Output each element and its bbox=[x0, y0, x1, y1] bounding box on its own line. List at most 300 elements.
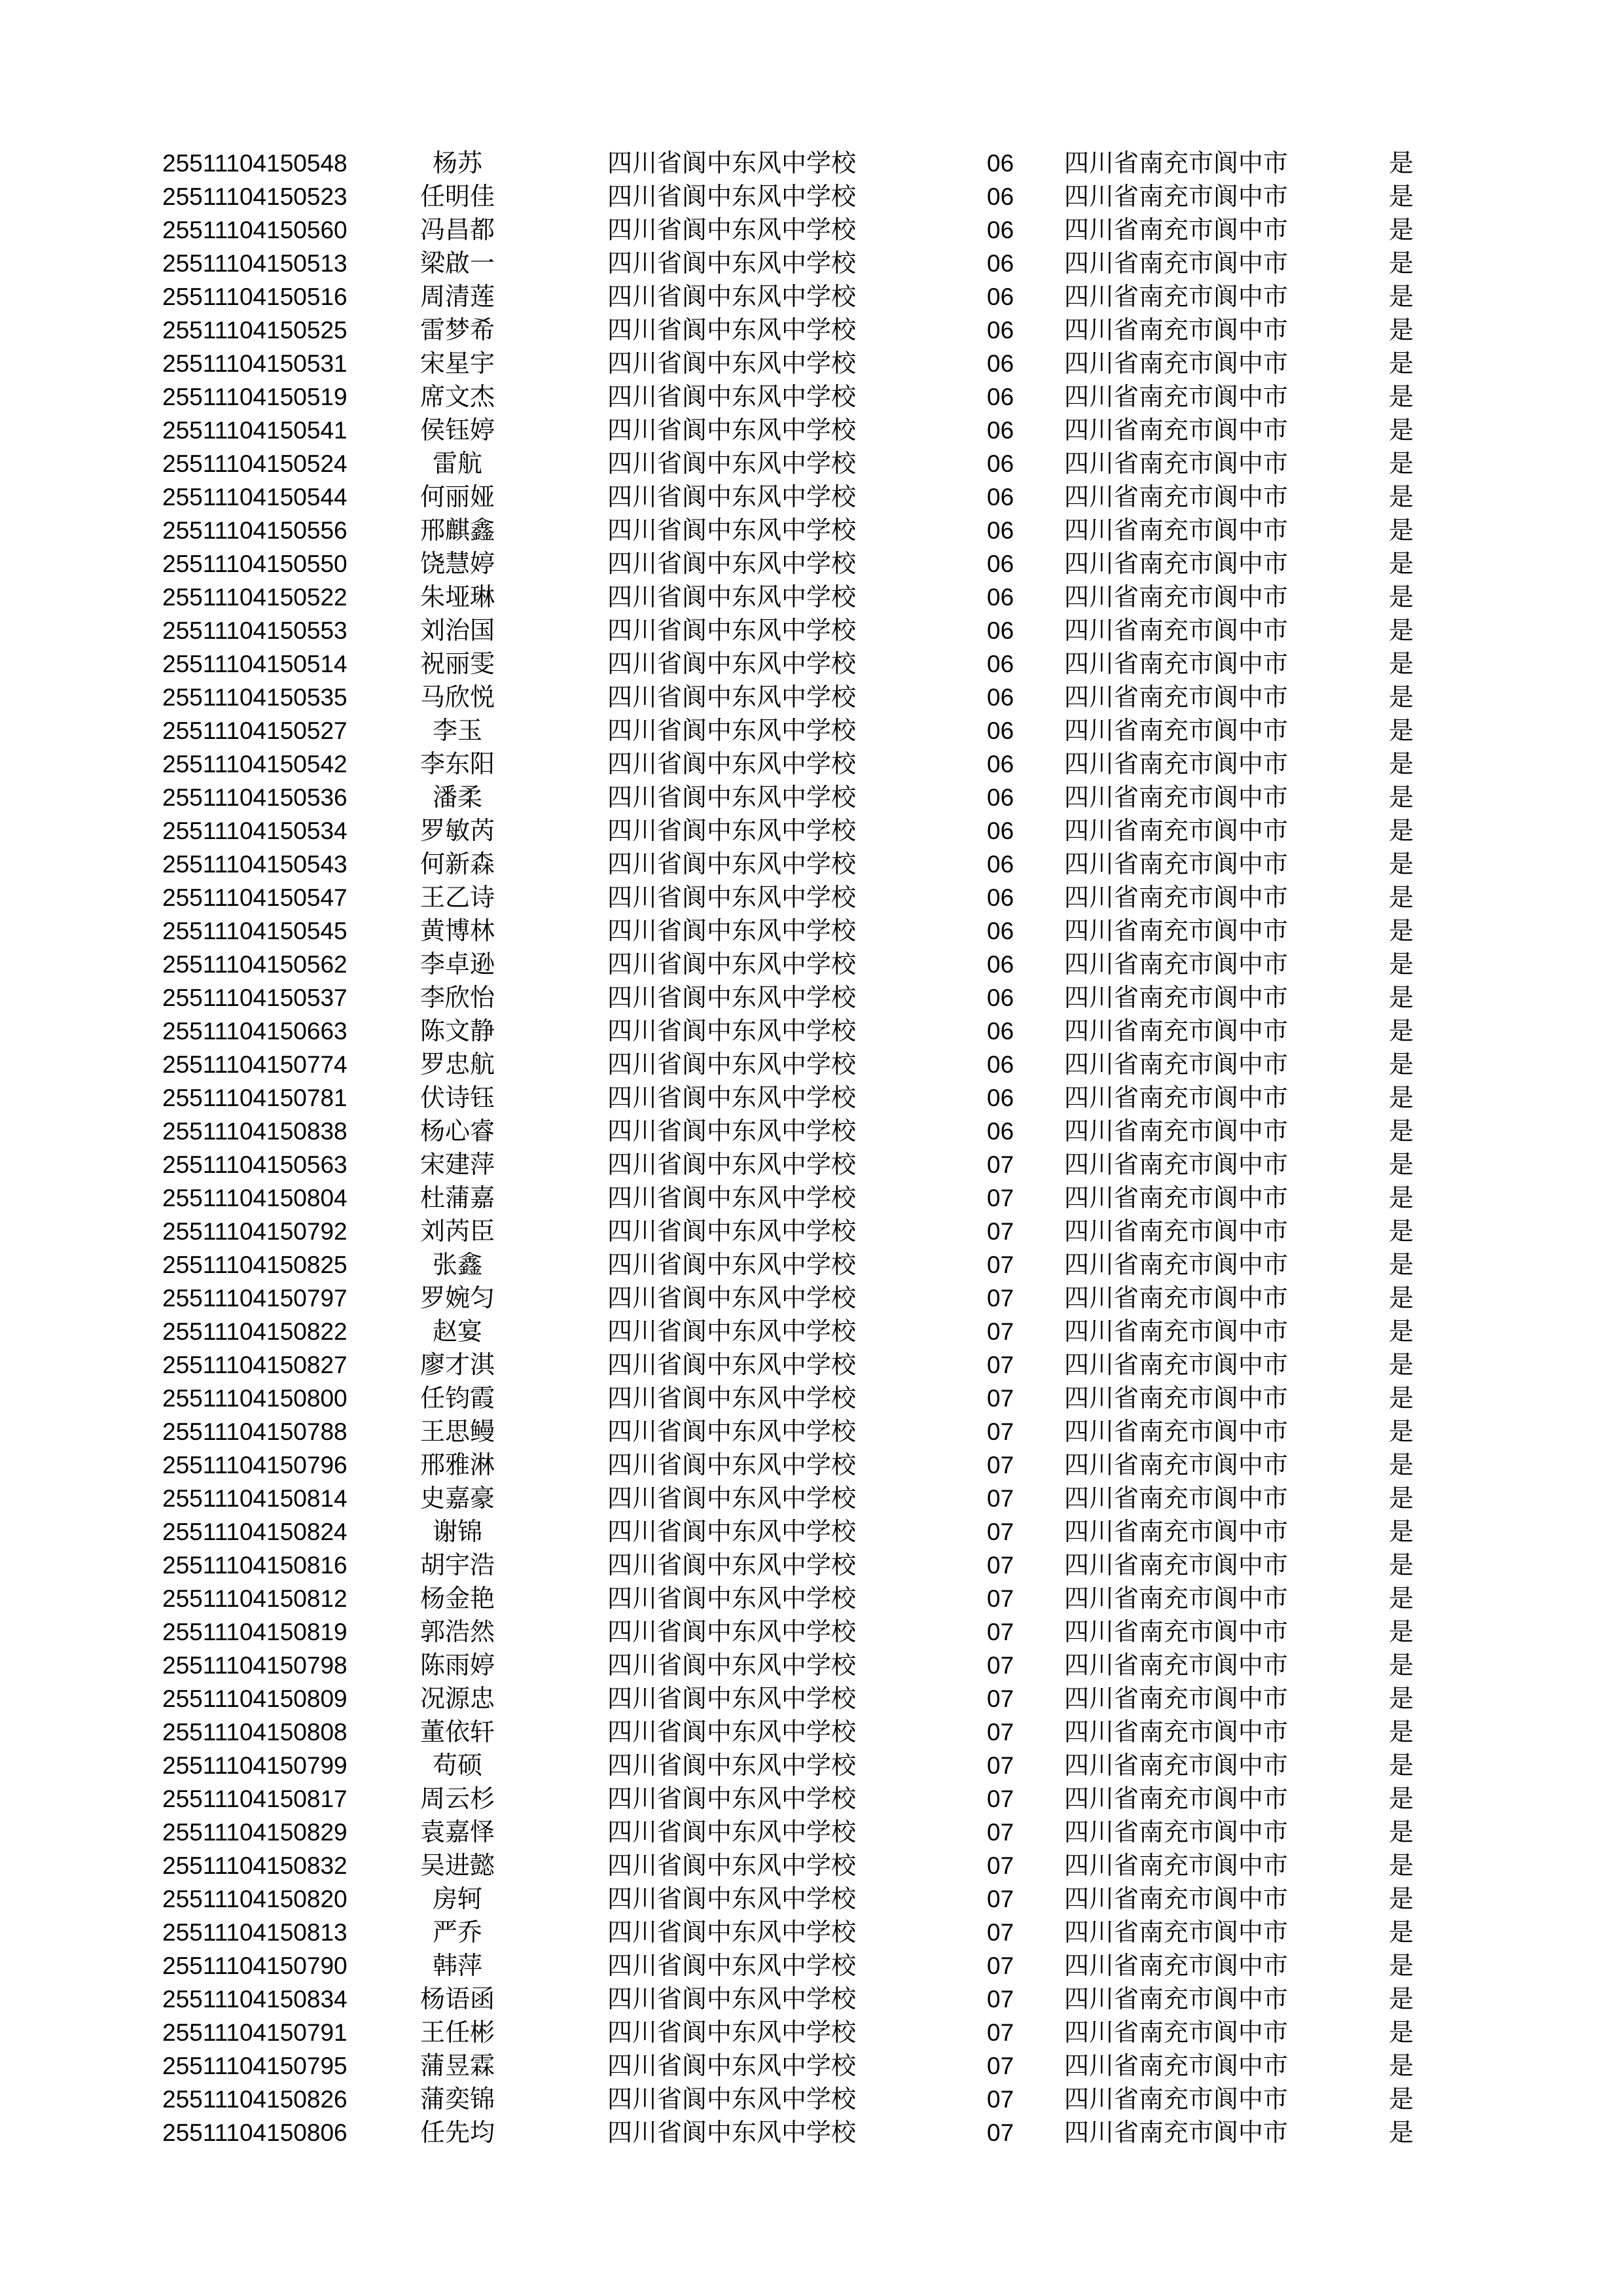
student-name-cell: 雷航 bbox=[432, 449, 482, 478]
student-id-cell: 25511104150537 bbox=[162, 984, 348, 1011]
student-id-cell: 25511104150547 bbox=[162, 884, 348, 911]
student-name-cell: 邢雅淋 bbox=[419, 1450, 495, 1479]
school-name-cell: 四川省阆中东风中学校 bbox=[607, 683, 857, 711]
student-name-cell: 杨心睿 bbox=[419, 1117, 495, 1145]
student-id-cell: 25511104150817 bbox=[162, 1785, 348, 1812]
student-id-cell: 25511104150809 bbox=[162, 1685, 348, 1712]
class-number-cell: 07 bbox=[987, 1919, 1014, 1946]
school-name-cell: 四川省阆中东风中学校 bbox=[607, 1417, 857, 1446]
region-cell: 四川省南充市阆中市 bbox=[1064, 2118, 1289, 2147]
region-cell: 四川省南充市阆中市 bbox=[1064, 2051, 1289, 2080]
status-flag-cell: 是 bbox=[1389, 1317, 1414, 1346]
status-flag-cell: 是 bbox=[1389, 1417, 1414, 1446]
class-number-cell: 06 bbox=[987, 417, 1014, 444]
status-flag-cell: 是 bbox=[1389, 1217, 1414, 1246]
status-flag-cell: 是 bbox=[1389, 1050, 1414, 1079]
region-cell: 四川省南充市阆中市 bbox=[1064, 449, 1289, 478]
region-cell: 四川省南充市阆中市 bbox=[1064, 549, 1289, 578]
student-id-cell: 25511104150513 bbox=[162, 250, 348, 277]
region-cell: 四川省南充市阆中市 bbox=[1064, 816, 1289, 845]
status-flag-cell: 是 bbox=[1389, 315, 1414, 344]
student-name-cell: 朱垭琳 bbox=[419, 583, 495, 611]
student-name-cell: 刘治国 bbox=[419, 616, 495, 645]
status-flag-cell: 是 bbox=[1389, 1150, 1414, 1179]
class-number-cell: 06 bbox=[987, 617, 1014, 644]
student-name-cell: 周清莲 bbox=[419, 282, 495, 311]
table-row bbox=[0, 1816, 1623, 1849]
region-cell: 四川省南充市阆中市 bbox=[1064, 382, 1289, 411]
status-flag-cell: 是 bbox=[1389, 449, 1414, 478]
table-row bbox=[0, 1949, 1623, 1982]
table-row bbox=[0, 1882, 1623, 1916]
school-name-cell: 四川省阆中东风中学校 bbox=[607, 1884, 857, 1913]
school-name-cell: 四川省阆中东风中学校 bbox=[607, 1217, 857, 1246]
region-cell: 四川省南充市阆中市 bbox=[1064, 149, 1289, 177]
status-flag-cell: 是 bbox=[1389, 1751, 1414, 1780]
region-cell: 四川省南充市阆中市 bbox=[1064, 349, 1289, 378]
student-id-cell: 25511104150798 bbox=[162, 1652, 348, 1679]
region-cell: 四川省南充市阆中市 bbox=[1064, 583, 1289, 611]
class-number-cell: 07 bbox=[987, 1652, 1014, 1679]
student-id-cell: 25511104150832 bbox=[162, 1852, 348, 1879]
school-name-cell: 四川省阆中东风中学校 bbox=[607, 816, 857, 845]
student-name-cell: 吴进懿 bbox=[419, 1851, 495, 1880]
student-name-cell: 王任彬 bbox=[419, 2018, 495, 2047]
table-row bbox=[0, 247, 1623, 280]
class-number-cell: 07 bbox=[987, 2119, 1014, 2146]
status-flag-cell: 是 bbox=[1389, 249, 1414, 278]
class-number-cell: 07 bbox=[987, 1852, 1014, 1879]
class-number-cell: 06 bbox=[987, 150, 1014, 177]
student-name-cell: 侯钰婷 bbox=[419, 416, 495, 444]
student-id-cell: 25511104150556 bbox=[162, 517, 348, 544]
status-flag-cell: 是 bbox=[1389, 1183, 1414, 1212]
school-name-cell: 四川省阆中东风中学校 bbox=[607, 2118, 857, 2147]
region-cell: 四川省南充市阆中市 bbox=[1064, 950, 1289, 978]
table-row bbox=[0, 914, 1623, 948]
table-row bbox=[0, 1348, 1623, 1382]
student-name-cell: 陈雨婷 bbox=[419, 1651, 495, 1679]
table-row bbox=[0, 1982, 1623, 2016]
school-name-cell: 四川省阆中东风中学校 bbox=[607, 1384, 857, 1412]
class-number-cell: 06 bbox=[987, 817, 1014, 844]
status-flag-cell: 是 bbox=[1389, 916, 1414, 945]
region-cell: 四川省南充市阆中市 bbox=[1064, 1484, 1289, 1513]
table-row bbox=[0, 1315, 1623, 1348]
status-flag-cell: 是 bbox=[1389, 1851, 1414, 1880]
class-number-cell: 06 bbox=[987, 550, 1014, 577]
table-row bbox=[0, 547, 1623, 581]
region-cell: 四川省南充市阆中市 bbox=[1064, 1651, 1289, 1679]
region-cell: 四川省南充市阆中市 bbox=[1064, 1016, 1289, 1045]
table-row bbox=[0, 180, 1623, 213]
table-row bbox=[0, 747, 1623, 781]
school-name-cell: 四川省阆中东风中学校 bbox=[607, 1350, 857, 1379]
status-flag-cell: 是 bbox=[1389, 1484, 1414, 1513]
class-number-cell: 07 bbox=[987, 1218, 1014, 1245]
region-cell: 四川省南充市阆中市 bbox=[1064, 1551, 1289, 1579]
region-cell: 四川省南充市阆中市 bbox=[1064, 883, 1289, 912]
student-name-cell: 何丽娅 bbox=[419, 482, 495, 511]
table-row bbox=[0, 347, 1623, 380]
table-row bbox=[0, 1048, 1623, 1081]
table-row bbox=[0, 1081, 1623, 1115]
region-cell: 四川省南充市阆中市 bbox=[1064, 282, 1289, 311]
student-id-cell: 25511104150527 bbox=[162, 717, 348, 744]
class-number-cell: 06 bbox=[987, 250, 1014, 277]
table-row bbox=[0, 1482, 1623, 1515]
student-name-cell: 李欣怡 bbox=[419, 983, 495, 1012]
table-row bbox=[0, 1682, 1623, 1715]
region-cell: 四川省南充市阆中市 bbox=[1064, 1317, 1289, 1346]
status-flag-cell: 是 bbox=[1389, 1684, 1414, 1713]
class-number-cell: 06 bbox=[987, 484, 1014, 511]
region-cell: 四川省南充市阆中市 bbox=[1064, 1884, 1289, 1913]
student-id-cell: 25511104150834 bbox=[162, 1986, 348, 2013]
class-number-cell: 06 bbox=[987, 1018, 1014, 1045]
student-id-cell: 25511104150820 bbox=[162, 1886, 348, 1912]
table-row bbox=[0, 948, 1623, 981]
class-number-cell: 06 bbox=[987, 217, 1014, 243]
school-name-cell: 四川省阆中东风中学校 bbox=[607, 282, 857, 311]
region-cell: 四川省南充市阆中市 bbox=[1064, 1283, 1289, 1312]
status-flag-cell: 是 bbox=[1389, 649, 1414, 678]
class-number-cell: 07 bbox=[987, 1819, 1014, 1846]
class-number-cell: 07 bbox=[987, 1318, 1014, 1345]
student-id-cell: 25511104150550 bbox=[162, 550, 348, 577]
class-number-cell: 07 bbox=[987, 1385, 1014, 1412]
student-id-cell: 25511104150524 bbox=[162, 450, 348, 477]
table-row bbox=[0, 681, 1623, 714]
class-number-cell: 07 bbox=[987, 1886, 1014, 1912]
school-name-cell: 四川省阆中东风中学校 bbox=[607, 2085, 857, 2113]
school-name-cell: 四川省阆中东风中学校 bbox=[607, 449, 857, 478]
student-name-cell: 李东阳 bbox=[419, 749, 495, 778]
student-name-cell: 罗忠航 bbox=[419, 1050, 495, 1079]
table-row bbox=[0, 848, 1623, 881]
status-flag-cell: 是 bbox=[1389, 2118, 1414, 2147]
student-id-cell: 25511104150562 bbox=[162, 951, 348, 978]
student-name-cell: 潘柔 bbox=[432, 783, 482, 812]
student-name-cell: 郭浩然 bbox=[419, 1617, 495, 1646]
student-name-cell: 马欣悦 bbox=[419, 683, 495, 711]
status-flag-cell: 是 bbox=[1389, 850, 1414, 878]
region-cell: 四川省南充市阆中市 bbox=[1064, 1517, 1289, 1546]
table-row bbox=[0, 814, 1623, 848]
status-flag-cell: 是 bbox=[1389, 1083, 1414, 1112]
status-flag-cell: 是 bbox=[1389, 583, 1414, 611]
region-cell: 四川省南充市阆中市 bbox=[1064, 983, 1289, 1012]
school-name-cell: 四川省阆中东风中学校 bbox=[607, 1984, 857, 2013]
status-flag-cell: 是 bbox=[1389, 683, 1414, 711]
student-name-cell: 周云杉 bbox=[419, 1784, 495, 1813]
status-flag-cell: 是 bbox=[1389, 950, 1414, 978]
school-name-cell: 四川省阆中东风中学校 bbox=[607, 549, 857, 578]
school-name-cell: 四川省阆中东风中学校 bbox=[607, 983, 857, 1012]
student-id-cell: 25511104150553 bbox=[162, 617, 348, 644]
student-id-cell: 25511104150560 bbox=[162, 217, 348, 243]
school-name-cell: 四川省阆中东风中学校 bbox=[607, 149, 857, 177]
status-flag-cell: 是 bbox=[1389, 2085, 1414, 2113]
class-number-cell: 06 bbox=[987, 384, 1014, 410]
class-number-cell: 06 bbox=[987, 584, 1014, 611]
region-cell: 四川省南充市阆中市 bbox=[1064, 215, 1289, 244]
status-flag-cell: 是 bbox=[1389, 549, 1414, 578]
student-id-cell: 25511104150797 bbox=[162, 1285, 348, 1312]
region-cell: 四川省南充市阆中市 bbox=[1064, 1751, 1289, 1780]
table-row bbox=[0, 2049, 1623, 2083]
class-number-cell: 06 bbox=[987, 183, 1014, 210]
table-row bbox=[0, 447, 1623, 480]
school-name-cell: 四川省阆中东风中学校 bbox=[607, 1150, 857, 1179]
status-flag-cell: 是 bbox=[1389, 1584, 1414, 1613]
school-name-cell: 四川省阆中东风中学校 bbox=[607, 1918, 857, 1946]
status-flag-cell: 是 bbox=[1389, 2051, 1414, 2080]
table-row bbox=[0, 714, 1623, 747]
status-flag-cell: 是 bbox=[1389, 783, 1414, 812]
student-name-cell: 冯昌都 bbox=[419, 215, 495, 244]
student-id-cell: 25511104150819 bbox=[162, 1619, 348, 1645]
table-row bbox=[0, 147, 1623, 180]
table-row bbox=[0, 1014, 1623, 1048]
region-cell: 四川省南充市阆中市 bbox=[1064, 516, 1289, 545]
status-flag-cell: 是 bbox=[1389, 816, 1414, 845]
class-number-cell: 06 bbox=[987, 717, 1014, 744]
table-row bbox=[0, 314, 1623, 347]
school-name-cell: 四川省阆中东风中学校 bbox=[607, 883, 857, 912]
status-flag-cell: 是 bbox=[1389, 1283, 1414, 1312]
class-number-cell: 06 bbox=[987, 918, 1014, 944]
student-id-cell: 25511104150545 bbox=[162, 918, 348, 944]
student-name-cell: 董依轩 bbox=[419, 1717, 495, 1746]
class-number-cell: 06 bbox=[987, 1051, 1014, 1078]
student-id-cell: 25511104150519 bbox=[162, 384, 348, 410]
student-name-cell: 杨语函 bbox=[419, 1984, 495, 2013]
region-cell: 四川省南充市阆中市 bbox=[1064, 616, 1289, 645]
class-number-cell: 07 bbox=[987, 1785, 1014, 1812]
student-name-cell: 张鑫 bbox=[432, 1250, 482, 1279]
student-name-cell: 房轲 bbox=[432, 1884, 482, 1913]
status-flag-cell: 是 bbox=[1389, 1884, 1414, 1913]
student-name-cell: 廖才淇 bbox=[419, 1350, 495, 1379]
status-flag-cell: 是 bbox=[1389, 1617, 1414, 1646]
school-name-cell: 四川省阆中东风中学校 bbox=[607, 382, 857, 411]
region-cell: 四川省南充市阆中市 bbox=[1064, 716, 1289, 745]
table-row bbox=[0, 1849, 1623, 1882]
status-flag-cell: 是 bbox=[1389, 1350, 1414, 1379]
school-name-cell: 四川省阆中东风中学校 bbox=[607, 1484, 857, 1513]
school-name-cell: 四川省阆中东风中学校 bbox=[607, 315, 857, 344]
school-name-cell: 四川省阆中东风中学校 bbox=[607, 1317, 857, 1346]
table-row bbox=[0, 1782, 1623, 1816]
student-id-cell: 25511104150795 bbox=[162, 2053, 348, 2079]
student-id-cell: 25511104150816 bbox=[162, 1552, 348, 1579]
student-name-cell: 李玉 bbox=[432, 716, 482, 745]
class-number-cell: 06 bbox=[987, 350, 1014, 377]
student-name-cell: 苟硕 bbox=[432, 1751, 482, 1780]
region-cell: 四川省南充市阆中市 bbox=[1064, 315, 1289, 344]
table-row bbox=[0, 1448, 1623, 1482]
school-name-cell: 四川省阆中东风中学校 bbox=[607, 783, 857, 812]
student-id-cell: 25511104150542 bbox=[162, 751, 348, 778]
region-cell: 四川省南充市阆中市 bbox=[1064, 1083, 1289, 1112]
class-number-cell: 06 bbox=[987, 851, 1014, 878]
class-number-cell: 07 bbox=[987, 1352, 1014, 1378]
status-flag-cell: 是 bbox=[1389, 1717, 1414, 1746]
student-id-cell: 25511104150838 bbox=[162, 1118, 348, 1145]
student-id-cell: 25511104150829 bbox=[162, 1819, 348, 1846]
region-cell: 四川省南充市阆中市 bbox=[1064, 1050, 1289, 1079]
table-row bbox=[0, 781, 1623, 814]
student-name-cell: 王思鳗 bbox=[419, 1417, 495, 1446]
school-name-cell: 四川省阆中东风中学校 bbox=[607, 1818, 857, 1846]
school-name-cell: 四川省阆中东风中学校 bbox=[607, 1717, 857, 1746]
student-name-cell: 罗婉匀 bbox=[419, 1283, 495, 1312]
student-id-cell: 25511104150663 bbox=[162, 1018, 348, 1045]
region-cell: 四川省南充市阆中市 bbox=[1064, 1150, 1289, 1179]
status-flag-cell: 是 bbox=[1389, 883, 1414, 912]
region-cell: 四川省南充市阆中市 bbox=[1064, 1584, 1289, 1613]
region-cell: 四川省南充市阆中市 bbox=[1064, 1851, 1289, 1880]
region-cell: 四川省南充市阆中市 bbox=[1064, 2085, 1289, 2113]
status-flag-cell: 是 bbox=[1389, 1450, 1414, 1479]
student-name-cell: 况源忠 bbox=[419, 1684, 495, 1713]
school-name-cell: 四川省阆中东风中学校 bbox=[607, 1283, 857, 1312]
student-name-cell: 宋建萍 bbox=[419, 1150, 495, 1179]
student-id-cell: 25511104150790 bbox=[162, 1952, 348, 1979]
student-id-cell: 25511104150824 bbox=[162, 1518, 348, 1545]
school-name-cell: 四川省阆中东风中学校 bbox=[607, 1784, 857, 1813]
region-cell: 四川省南充市阆中市 bbox=[1064, 1417, 1289, 1446]
student-name-cell: 史嘉豪 bbox=[419, 1484, 495, 1513]
school-name-cell: 四川省阆中东风中学校 bbox=[607, 1517, 857, 1546]
class-number-cell: 07 bbox=[987, 1752, 1014, 1779]
class-number-cell: 06 bbox=[987, 1085, 1014, 1111]
school-name-cell: 四川省阆中东风中学校 bbox=[607, 416, 857, 444]
class-number-cell: 07 bbox=[987, 1185, 1014, 1211]
class-number-cell: 06 bbox=[987, 684, 1014, 711]
school-name-cell: 四川省阆中东风中学校 bbox=[607, 1450, 857, 1479]
student-name-cell: 谢锦 bbox=[432, 1517, 482, 1546]
school-name-cell: 四川省阆中东风中学校 bbox=[607, 1584, 857, 1613]
class-number-cell: 07 bbox=[987, 1952, 1014, 1979]
region-cell: 四川省南充市阆中市 bbox=[1064, 1684, 1289, 1713]
table-row bbox=[0, 1649, 1623, 1682]
status-flag-cell: 是 bbox=[1389, 749, 1414, 778]
student-name-cell: 雷梦希 bbox=[419, 315, 495, 344]
class-number-cell: 07 bbox=[987, 1619, 1014, 1645]
region-cell: 四川省南充市阆中市 bbox=[1064, 182, 1289, 211]
class-number-cell: 07 bbox=[987, 1552, 1014, 1579]
status-flag-cell: 是 bbox=[1389, 983, 1414, 1012]
student-name-cell: 饶慧婷 bbox=[419, 549, 495, 578]
student-id-cell: 25511104150792 bbox=[162, 1218, 348, 1245]
student-id-cell: 25511104150808 bbox=[162, 1719, 348, 1746]
region-cell: 四川省南充市阆中市 bbox=[1064, 1818, 1289, 1846]
student-id-cell: 25511104150548 bbox=[162, 150, 348, 177]
table-row bbox=[0, 1148, 1623, 1181]
class-number-cell: 06 bbox=[987, 784, 1014, 811]
school-name-cell: 四川省阆中东风中学校 bbox=[607, 1617, 857, 1646]
school-name-cell: 四川省阆中东风中学校 bbox=[607, 850, 857, 878]
student-name-cell: 赵宴 bbox=[432, 1317, 482, 1346]
status-flag-cell: 是 bbox=[1389, 1784, 1414, 1813]
region-cell: 四川省南充市阆中市 bbox=[1064, 916, 1289, 945]
table-row bbox=[0, 881, 1623, 914]
class-number-cell: 07 bbox=[987, 2019, 1014, 2046]
student-id-cell: 25511104150781 bbox=[162, 1085, 348, 1111]
table-row bbox=[0, 2016, 1623, 2049]
student-id-cell: 25511104150827 bbox=[162, 1352, 348, 1378]
school-name-cell: 四川省阆中东风中学校 bbox=[607, 249, 857, 278]
status-flag-cell: 是 bbox=[1389, 349, 1414, 378]
student-name-cell: 任先均 bbox=[419, 2118, 495, 2147]
status-flag-cell: 是 bbox=[1389, 1818, 1414, 1846]
status-flag-cell: 是 bbox=[1389, 215, 1414, 244]
school-name-cell: 四川省阆中东风中学校 bbox=[607, 182, 857, 211]
table-row bbox=[0, 1282, 1623, 1315]
student-name-cell: 席文杰 bbox=[419, 382, 495, 411]
student-id-cell: 25511104150544 bbox=[162, 484, 348, 511]
region-cell: 四川省南充市阆中市 bbox=[1064, 1250, 1289, 1279]
student-name-cell: 任钧霞 bbox=[419, 1384, 495, 1412]
region-cell: 四川省南充市阆中市 bbox=[1064, 1217, 1289, 1246]
student-id-cell: 25511104150791 bbox=[162, 2019, 348, 2046]
class-number-cell: 07 bbox=[987, 2086, 1014, 2113]
region-cell: 四川省南充市阆中市 bbox=[1064, 649, 1289, 678]
status-flag-cell: 是 bbox=[1389, 416, 1414, 444]
student-id-cell: 25511104150825 bbox=[162, 1251, 348, 1278]
table-row bbox=[0, 1382, 1623, 1415]
region-cell: 四川省南充市阆中市 bbox=[1064, 683, 1289, 711]
class-number-cell: 06 bbox=[987, 884, 1014, 911]
table-row bbox=[0, 414, 1623, 447]
region-cell: 四川省南充市阆中市 bbox=[1064, 2018, 1289, 2047]
student-name-cell: 胡宇浩 bbox=[419, 1551, 495, 1579]
table-row bbox=[0, 1515, 1623, 1549]
table-row bbox=[0, 1215, 1623, 1248]
class-number-cell: 07 bbox=[987, 1685, 1014, 1712]
student-id-cell: 25511104150535 bbox=[162, 684, 348, 711]
table-row bbox=[0, 1549, 1623, 1582]
student-name-cell: 杜蒲嘉 bbox=[419, 1183, 495, 1212]
region-cell: 四川省南充市阆中市 bbox=[1064, 1117, 1289, 1145]
student-name-cell: 蒲昱霖 bbox=[419, 2051, 495, 2080]
student-name-cell: 陈文静 bbox=[419, 1016, 495, 1045]
table-row bbox=[0, 1615, 1623, 1649]
student-name-cell: 黄博林 bbox=[419, 916, 495, 945]
school-name-cell: 四川省阆中东风中学校 bbox=[607, 950, 857, 978]
school-name-cell: 四川省阆中东风中学校 bbox=[607, 1851, 857, 1880]
class-number-cell: 07 bbox=[987, 1585, 1014, 1612]
class-number-cell: 07 bbox=[987, 1986, 1014, 2013]
student-name-cell: 韩萍 bbox=[432, 1951, 482, 1980]
region-cell: 四川省南充市阆中市 bbox=[1064, 1784, 1289, 1813]
status-flag-cell: 是 bbox=[1389, 1016, 1414, 1045]
table-row bbox=[0, 581, 1623, 614]
student-name-cell: 任明佳 bbox=[419, 182, 495, 211]
student-name-cell: 蒲奕锦 bbox=[419, 2085, 495, 2113]
school-name-cell: 四川省阆中东风中学校 bbox=[607, 1117, 857, 1145]
region-cell: 四川省南充市阆中市 bbox=[1064, 416, 1289, 444]
status-flag-cell: 是 bbox=[1389, 716, 1414, 745]
student-id-cell: 25511104150523 bbox=[162, 183, 348, 210]
table-row bbox=[0, 2083, 1623, 2116]
student-id-cell: 25511104150514 bbox=[162, 651, 348, 677]
student-id-cell: 25511104150814 bbox=[162, 1485, 348, 1512]
region-cell: 四川省南充市阆中市 bbox=[1064, 1951, 1289, 1980]
table-row bbox=[0, 1415, 1623, 1448]
